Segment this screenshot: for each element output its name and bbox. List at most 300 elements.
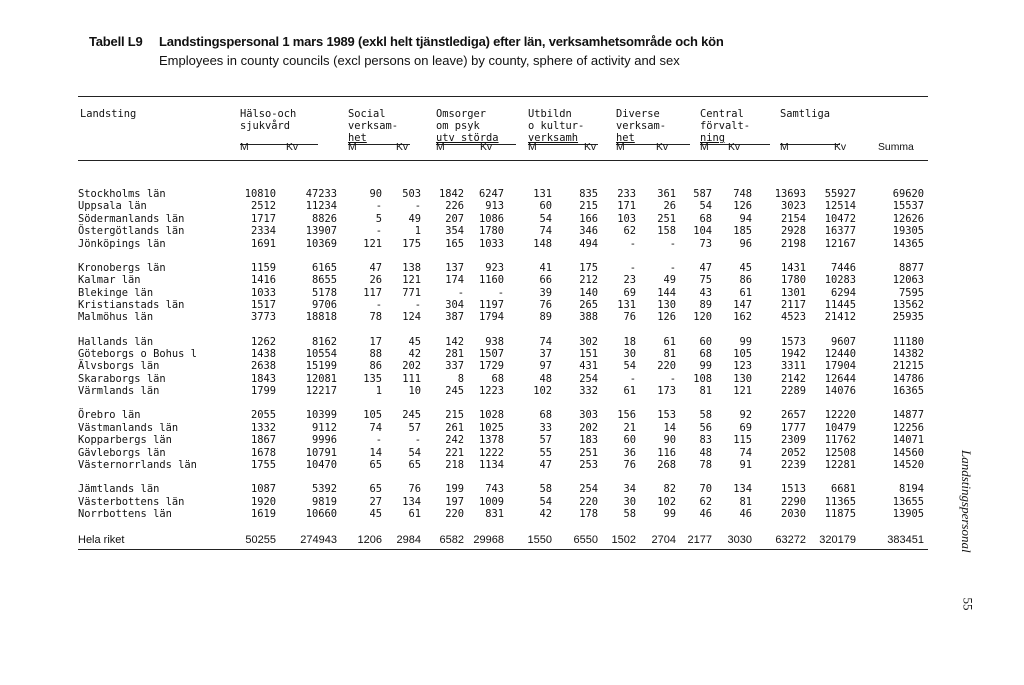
table-cell: 1: [414, 225, 421, 238]
table-cell: 12167: [824, 237, 856, 250]
statistics-table: [78, 96, 928, 547]
table-cell: 166: [579, 212, 598, 225]
table-cell: 6582: [439, 534, 464, 547]
table-cell: 62: [699, 495, 712, 508]
table-title: Landstingspersonal 1 mars 1989 (exkl helt tjänstlediga) efter län, verksamhetsområde och kön: [159, 34, 724, 49]
table-cell: 2154: [780, 212, 806, 225]
column-subheading: Kv: [286, 142, 299, 153]
county-name: Kalmar län: [78, 274, 141, 287]
table-cell: 33: [539, 421, 552, 434]
column-group-heading-line: Social: [348, 108, 386, 120]
table-cell: 2289: [780, 385, 806, 398]
table-cell: 135: [363, 372, 382, 385]
column-group-heading-line: Hälso-och: [240, 108, 297, 120]
column-group-heading-line: förvalt-: [700, 120, 751, 132]
table-cell: 90: [663, 434, 676, 447]
table-cell: 4523: [780, 311, 806, 324]
table-cell: 251: [657, 212, 676, 225]
column-group-heading-line: Utbildn: [528, 108, 572, 120]
table-cell: 54: [699, 200, 712, 213]
table-cell: 63272: [775, 534, 806, 547]
column-subheading: M: [240, 142, 249, 153]
table-cell: 68: [539, 409, 552, 422]
table-cell: 26: [663, 200, 676, 213]
table-cell: 81: [739, 495, 752, 508]
table-cell: 1502: [611, 534, 636, 547]
table-cell: 11445: [824, 298, 856, 311]
table-cell: 9706: [311, 298, 337, 311]
table-cell: -: [414, 298, 421, 311]
table-cell: 74: [539, 335, 552, 348]
table-cell: 121: [733, 385, 752, 398]
table-cell: 131: [617, 298, 636, 311]
table-cell: 503: [402, 188, 421, 200]
column-subheading: Kv: [480, 142, 493, 153]
table-cell: 25935: [892, 311, 924, 324]
table-cell: 2512: [250, 200, 276, 213]
table-cell: 9996: [311, 434, 337, 447]
table-cell: 75: [699, 274, 712, 287]
column-group-heading-line: Samtliga: [780, 108, 831, 120]
table-cell: 115: [733, 434, 752, 447]
table-row: [78, 447, 928, 459]
table-cell: 11180: [892, 335, 924, 348]
table-subtitle: Employees in county councils (excl persons on leave) by county, sphere of activity and sex: [159, 53, 680, 68]
table-cell: 89: [699, 298, 712, 311]
table-row: [78, 262, 928, 274]
table-row: [78, 409, 928, 421]
table-cell: 105: [733, 347, 752, 360]
table-cell: 140: [579, 286, 598, 299]
column-group-heading-line: ning: [700, 132, 726, 144]
table-cell: 2117: [780, 298, 806, 311]
county-name: Uppsala län: [78, 200, 147, 213]
table-cell: 1416: [250, 274, 276, 287]
county-name: Gävleborgs län: [78, 446, 166, 459]
table-cell: 10554: [305, 347, 337, 360]
column-group-underline: [240, 144, 318, 145]
table-cell: 1438: [250, 347, 276, 360]
table-cell: 46: [699, 507, 712, 520]
column-subheading: Kv: [728, 142, 741, 153]
column-group-heading-line: om psyk: [436, 120, 480, 132]
column-subheading: Summa: [878, 142, 914, 153]
table-cell: 6247: [478, 188, 504, 200]
table-cell: 42: [408, 347, 421, 360]
table-cell: 3023: [780, 200, 806, 213]
table-cell: 1794: [478, 311, 504, 324]
table-cell: 332: [579, 385, 598, 398]
table-cell: 2177: [687, 534, 712, 547]
table-cell: -: [375, 434, 382, 447]
table-cell: 57: [539, 434, 552, 447]
table-cell: 61: [623, 385, 636, 398]
table-cell: 23: [623, 274, 636, 287]
table-cell: 73: [699, 237, 712, 250]
table-cell: 9112: [311, 421, 337, 434]
county-name: Kristianstads län: [78, 298, 185, 311]
table-cell: 27: [369, 495, 382, 508]
table-cell: 111: [402, 372, 421, 385]
table-cell: 58: [539, 483, 552, 496]
table-cell: 16365: [892, 385, 924, 398]
table-cell: 49: [663, 274, 676, 287]
table-row: [78, 508, 928, 520]
table-cell: 92: [739, 409, 752, 422]
table-cell: 99: [739, 335, 752, 348]
table-cell: 2928: [780, 225, 806, 238]
table-cell: 54: [539, 495, 552, 508]
table-cell: 17904: [824, 360, 856, 373]
table-cell: 45: [408, 335, 421, 348]
table-cell: 1223: [478, 385, 504, 398]
table-cell: 220: [579, 495, 598, 508]
column-group-underline: [780, 144, 840, 145]
county-name: Värmlands län: [78, 385, 160, 398]
table-cell: 10470: [305, 458, 337, 471]
table-cell: 1160: [478, 274, 504, 287]
table-cell: 17: [369, 335, 382, 348]
table-cell: 134: [733, 483, 752, 496]
table-cell: 387: [445, 311, 464, 324]
table-cell: 14520: [892, 458, 924, 471]
table-cell: 10660: [305, 507, 337, 520]
table-cell: 54: [408, 446, 421, 459]
column-subheading: M: [700, 142, 709, 153]
table-cell: 2198: [780, 237, 806, 250]
table-cell: 221: [445, 446, 464, 459]
title-line: [89, 34, 949, 49]
table-cell: 1842: [438, 188, 464, 200]
table-cell: 587: [693, 188, 712, 200]
table-cell: 831: [485, 507, 504, 520]
table-cell: 108: [693, 372, 712, 385]
table-cell: 16377: [824, 225, 856, 238]
table-cell: 2052: [780, 446, 806, 459]
total-row: [78, 534, 928, 546]
table-cell: 1033: [478, 237, 504, 250]
table-cell: 54: [623, 360, 636, 373]
table-cell: 2239: [780, 458, 806, 471]
table-cell: 1942: [780, 347, 806, 360]
table-cell: 46: [739, 507, 752, 520]
table-cell: 1920: [250, 495, 276, 508]
column-group-heading: [528, 108, 584, 144]
county-name: Kronobergs län: [78, 261, 166, 274]
table-row: [78, 373, 928, 385]
column-group-heading-line: utv störda: [436, 132, 499, 144]
table-cell: 388: [579, 311, 598, 324]
table-cell: -: [375, 298, 382, 311]
table-cell: 361: [657, 188, 676, 200]
table-cell: 102: [657, 495, 676, 508]
table-cell: 14: [369, 446, 382, 459]
table-cell: 304: [445, 298, 464, 311]
table-cell: 1843: [250, 372, 276, 385]
table-cell: 41: [539, 261, 552, 274]
table-row: [78, 496, 928, 508]
table-cell: 7446: [830, 261, 856, 274]
table-cell: 245: [445, 385, 464, 398]
table-cell: 215: [579, 200, 598, 213]
table-cell: 6294: [830, 286, 856, 299]
table-cell: 202: [579, 421, 598, 434]
table-cell: 65: [369, 483, 382, 496]
table-cell: 42: [539, 507, 552, 520]
table-cell: 245: [402, 409, 421, 422]
table-cell: 1717: [250, 212, 276, 225]
table-cell: 354: [445, 225, 464, 238]
table-cell: 144: [657, 286, 676, 299]
table-cell: 254: [579, 372, 598, 385]
column-group-heading-line: het: [348, 132, 367, 144]
table-cell: 21412: [824, 311, 856, 324]
column-group-heading-line: sjukvård: [240, 120, 291, 132]
table-cell: 76: [623, 458, 636, 471]
table-cell: 30: [623, 495, 636, 508]
table-cell: 748: [733, 188, 752, 200]
table-cell: 156: [617, 409, 636, 422]
table-row: [78, 274, 928, 286]
table-cell: 58: [699, 409, 712, 422]
table-cell: 37: [539, 347, 552, 360]
table-cell: 130: [657, 298, 676, 311]
table-cell: 117: [363, 286, 382, 299]
column-group-heading-line: verksam-: [616, 120, 667, 132]
county-name: Blekinge län: [78, 286, 154, 299]
table-cell: 56: [699, 421, 712, 434]
table-cell: 65: [408, 458, 421, 471]
table-row: [78, 238, 928, 250]
table-cell: 50255: [245, 534, 276, 547]
table-cell: 49: [408, 212, 421, 225]
table-cell: 923: [485, 261, 504, 274]
table-cell: 10369: [305, 237, 337, 250]
table-cell: 6681: [830, 483, 856, 496]
table-cell: 124: [402, 311, 421, 324]
table-cell: 61: [408, 507, 421, 520]
table-cell: 14382: [892, 347, 924, 360]
table-cell: 76: [408, 483, 421, 496]
table-cell: 68: [491, 372, 504, 385]
table-cell: 39: [539, 286, 552, 299]
table-cell: 1780: [780, 274, 806, 287]
county-name: Västerbottens län: [78, 495, 185, 508]
table-cell: 12220: [824, 409, 856, 422]
table-cell: 21: [623, 421, 636, 434]
table-cell: 89: [539, 311, 552, 324]
table-cell: 19305: [892, 225, 924, 238]
table-cell: 1332: [250, 421, 276, 434]
column-group-underline: [436, 144, 516, 145]
table-cell: 185: [733, 225, 752, 238]
table-row: [78, 360, 928, 372]
table-cell: 494: [579, 237, 598, 250]
table-cell: 1507: [478, 347, 504, 360]
table-cell: 8194: [898, 483, 924, 496]
table-cell: 2704: [651, 534, 676, 547]
county-name: Jämtlands län: [78, 483, 160, 496]
table-cell: 45: [739, 261, 752, 274]
table-cell: 47: [539, 458, 552, 471]
table-cell: 431: [579, 360, 598, 373]
table-cell: 251: [579, 446, 598, 459]
stub-heading: Landsting: [80, 108, 137, 120]
table-cell: 61: [663, 335, 676, 348]
bottom-rule: [78, 549, 928, 550]
table-cell: 88: [369, 347, 382, 360]
table-cell: 174: [445, 274, 464, 287]
table-cell: 938: [485, 335, 504, 348]
table-cell: 55927: [824, 188, 856, 200]
table-cell: 48: [699, 446, 712, 459]
table-cell: 126: [733, 200, 752, 213]
table-cell: 134: [402, 495, 421, 508]
table-cell: 835: [579, 188, 598, 200]
table-cell: 199: [445, 483, 464, 496]
county-name: Östergötlands län: [78, 225, 185, 238]
table-cell: 7595: [898, 286, 924, 299]
column-group-heading: [436, 108, 499, 144]
table-cell: 8826: [311, 212, 337, 225]
table-cell: 36: [623, 446, 636, 459]
column-subheading: M: [616, 142, 625, 153]
column-subheading: M: [436, 142, 445, 153]
table-cell: 9607: [830, 335, 856, 348]
table-cell: -: [457, 286, 464, 299]
table-cell: 8655: [311, 274, 337, 287]
column-group-heading: [240, 108, 296, 132]
table-cell: 61: [739, 286, 752, 299]
table-cell: 76: [623, 311, 636, 324]
table-header: [89, 34, 949, 68]
county-name: Jönköpings län: [78, 237, 166, 250]
table-row: [78, 483, 928, 495]
table-cell: 74: [369, 421, 382, 434]
table-cell: 165: [445, 237, 464, 250]
table-cell: 76: [539, 298, 552, 311]
table-cell: 6165: [311, 261, 337, 274]
table-cell: 14786: [892, 372, 924, 385]
table-cell: 121: [363, 237, 382, 250]
table-cell: 2290: [780, 495, 806, 508]
table-cell: 10472: [824, 212, 856, 225]
table-cell: 14076: [824, 385, 856, 398]
county-name: Stockholms län: [78, 188, 166, 200]
table-cell: 320179: [819, 534, 856, 547]
column-group-heading: [700, 108, 750, 144]
table-cell: 1134: [478, 458, 504, 471]
table-cell: 5178: [311, 286, 337, 299]
table-row: [78, 188, 928, 200]
table-cell: 175: [579, 261, 598, 274]
table-cell: 102: [533, 385, 552, 398]
column-subheading: Kv: [396, 142, 409, 153]
table-cell: 62: [623, 225, 636, 238]
county-name: Västernorrlands län: [78, 458, 197, 471]
table-cell: 81: [699, 385, 712, 398]
table-cell: 131: [533, 188, 552, 200]
table-cell: 34: [623, 483, 636, 496]
table-cell: 81: [663, 347, 676, 360]
table-cell: 26: [369, 274, 382, 287]
county-name: Malmöhus län: [78, 311, 154, 324]
table-cell: 1777: [780, 421, 806, 434]
table-cell: -: [669, 261, 676, 274]
table-cell: 175: [402, 237, 421, 250]
table-cell: 54: [539, 212, 552, 225]
table-cell: 197: [445, 495, 464, 508]
table-cell: 265: [579, 298, 598, 311]
county-name: Kopparbergs län: [78, 434, 172, 447]
table-cell: 1550: [527, 534, 552, 547]
table-cell: -: [375, 225, 382, 238]
table-cell: 2638: [250, 360, 276, 373]
table-cell: 346: [579, 225, 598, 238]
table-cell: 1159: [250, 261, 276, 274]
table-cell: -: [629, 372, 636, 385]
table-cell: 99: [699, 360, 712, 373]
table-cell: 11762: [824, 434, 856, 447]
table-cell: 90: [369, 188, 382, 200]
table-cell: 1033: [250, 286, 276, 299]
table-cell: 138: [402, 261, 421, 274]
table-cell: 10399: [305, 409, 337, 422]
table-row: [78, 299, 928, 311]
table-cell: 55: [539, 446, 552, 459]
table-cell: -: [629, 237, 636, 250]
table-cell: 242: [445, 434, 464, 447]
table-cell: 120: [693, 311, 712, 324]
column-group-heading: [616, 108, 666, 144]
table-label: Tabell L9: [89, 34, 143, 49]
table-cell: 126: [657, 311, 676, 324]
table-cell: 14560: [892, 446, 924, 459]
table-cell: 60: [699, 335, 712, 348]
table-cell: 68: [699, 212, 712, 225]
table-cell: 2309: [780, 434, 806, 447]
table-cell: 1206: [357, 534, 382, 547]
county-name: Älvsborgs län: [78, 360, 160, 373]
table-cell: 8162: [311, 335, 337, 348]
table-cell: 1513: [780, 483, 806, 496]
county-name: Västmanlands län: [78, 421, 179, 434]
column-subheading: M: [780, 142, 789, 153]
column-subheading: Kv: [584, 142, 597, 153]
table-cell: 1780: [478, 225, 504, 238]
column-subheading: Kv: [656, 142, 669, 153]
table-row: [78, 287, 928, 299]
table-cell: 104: [693, 225, 712, 238]
table-cell: 158: [657, 225, 676, 238]
table-cell: -: [669, 372, 676, 385]
table-cell: 130: [733, 372, 752, 385]
table-row: [78, 336, 928, 348]
table-cell: 1517: [250, 298, 276, 311]
table-cell: 3773: [250, 311, 276, 324]
table-cell: 12514: [824, 200, 856, 213]
column-subheading: Kv: [834, 142, 847, 153]
table-cell: 86: [369, 360, 382, 373]
table-cell: 65: [369, 458, 382, 471]
table-cell: 10: [408, 385, 421, 398]
table-cell: 3030: [727, 534, 752, 547]
table-cell: 2657: [780, 409, 806, 422]
table-cell: 18818: [305, 311, 337, 324]
table-cell: 45: [369, 507, 382, 520]
table-cell: 12644: [824, 372, 856, 385]
column-group-heading-line: verksamh: [528, 132, 579, 144]
